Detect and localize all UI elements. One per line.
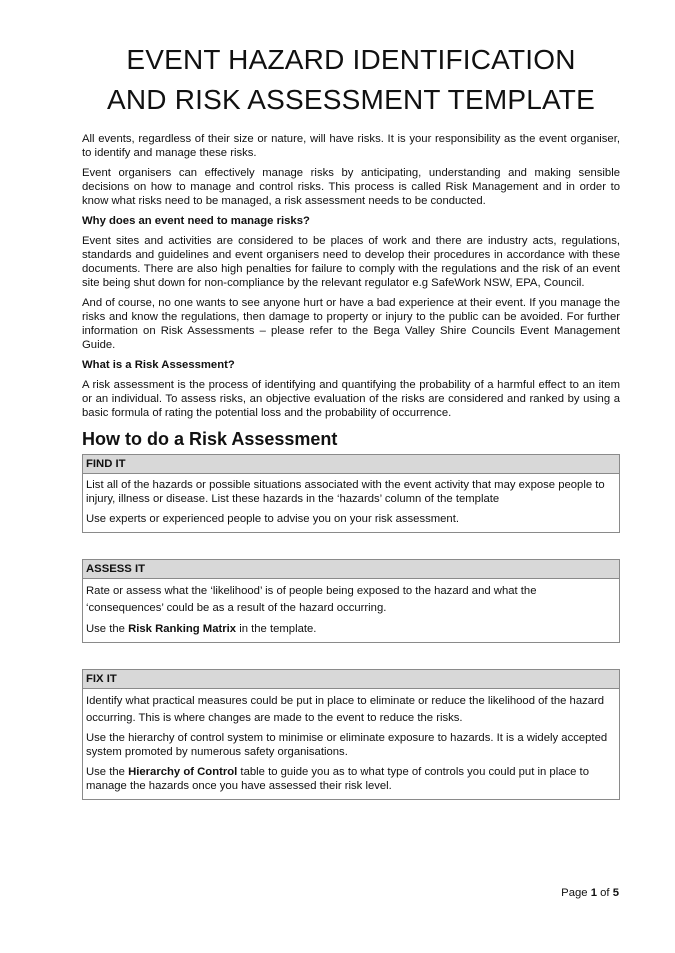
page-total: 5 (612, 887, 619, 899)
document-page (82, 40, 620, 826)
document-title (82, 40, 620, 120)
intro-paragraph-1: All events, regardless of their size or nature, will have risks. It is your responsibility as the event organiser, to identify and manage these risks. (82, 133, 620, 159)
page-number: 1 (590, 887, 597, 899)
how-heading: How to do a Risk Assessment (82, 429, 338, 449)
intro-paragraph-2: Event organisers can effectively manage risks by anticipating, understanding and making sensible decisions on how to manage and control risks. This process is called Risk Management and in order to know what risks need to be managed, a risk assessment needs to be conducted. (82, 167, 620, 207)
fix-it-paragraph-2: Use the hierarchy of control system to minimise or eliminate exposure to hazards. It is a widely accepted system promoted by numerous safety organisations. (86, 732, 608, 758)
fix-it-paragraph-3: Use the Hierarchy of Control table to guide you as to what type of controls you could put in place to manage the hazards once you have assessed their risk level. (86, 766, 589, 792)
what-paragraph-1: A risk assessment is the process of identifying and quantifying the probability of a harmful effect to an item or an individual. To assess risks, an objective evaluation of the risks are considered and ranked by using a basic formula of rating the potential loss and the probability of occurrence. (82, 379, 620, 419)
find-it-box (82, 454, 620, 533)
find-it-body (83, 474, 619, 526)
page-label: Page (561, 887, 591, 899)
page-footer (561, 887, 619, 899)
title-line-2: AND RISK ASSESSMENT TEMPLATE (107, 84, 595, 115)
why-paragraph-1: Event sites and activities are considered to be places of work and there are industry acts, regulations, standards and guidelines and event organisers need to develop their procedures in accordance with these documents. There are also high penalties for failure to comply with the regulations and the risk of an event site being shut down for non-compliance by the relevant regulator e.g SafeWork NSW, EPA, Council. (82, 235, 620, 289)
why-heading: Why does an event need to manage risks? (82, 215, 310, 227)
find-it-header: FIND IT (83, 455, 619, 474)
risk-ranking-matrix-term: Risk Ranking Matrix (128, 623, 237, 635)
assess-it-header: ASSESS IT (83, 560, 619, 579)
assess-it-box (82, 559, 620, 643)
why-paragraph-2: And of course, no one wants to see anyone hurt or have a bad experience at their event. If you manage the risks and know the regulations, then damage to property or injury to the public can be avoided. For further information on Risk Assessments – please refer to the Bega Valley Shire Councils Event Management Guide. (82, 297, 620, 351)
fix-it-body (83, 689, 619, 793)
find-it-paragraph-1: List all of the hazards or possible situations associated with the event activity that may expose people to injury, illness or disease. List these hazards in the ‘hazards’ column of the template (86, 479, 605, 505)
fix-it-paragraph-1: Identify what practical measures could be put in place to eliminate or reduce the likelihood of the hazard occurring. This is where changes are made to the event to reduce the risks. (86, 695, 605, 724)
of-label: of (597, 887, 613, 899)
find-it-paragraph-2: Use experts or experienced people to advise you on your risk assessment. (86, 513, 459, 525)
fix-it-header: FIX IT (83, 670, 619, 689)
assess-it-paragraph-1: Rate or assess what the ‘likelihood’ is of people being exposed to the hazard and what the ‘consequences’ could be as a result of the hazard occurring. (86, 585, 537, 614)
hierarchy-of-control-term: Hierarchy of Control (128, 766, 238, 778)
title-line-1: EVENT HAZARD IDENTIFICATION (126, 44, 576, 75)
what-heading: What is a Risk Assessment? (82, 359, 235, 371)
assess-it-body (83, 579, 619, 638)
fix-it-box (82, 669, 620, 800)
assess-it-paragraph-2: Use the Risk Ranking Matrix in the template. (86, 623, 317, 635)
